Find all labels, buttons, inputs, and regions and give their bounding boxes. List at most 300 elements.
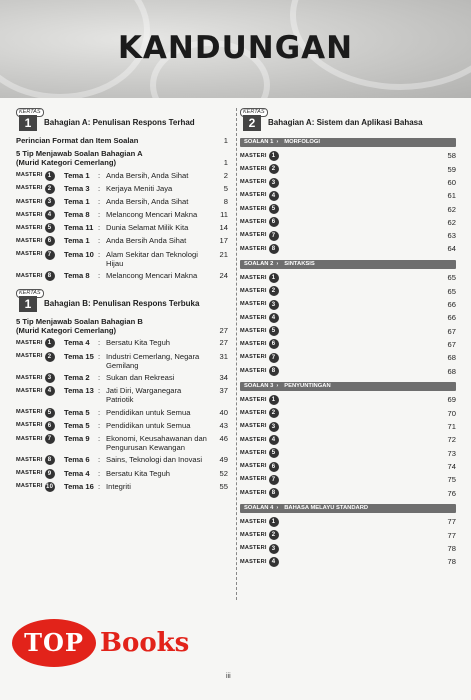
masteri-badge [240, 286, 279, 296]
tema-label: Tema 8 [64, 271, 90, 281]
toc-entry[interactable] [240, 462, 456, 472]
toc-entry[interactable] [16, 250, 228, 268]
entry-title: Sains, Teknologi dan Inovasi [106, 455, 203, 465]
toc-entry[interactable] [16, 408, 228, 418]
separator: : [98, 236, 101, 246]
masteri-label: MASTERI [240, 165, 267, 172]
tip-line1: 5 Tip Menjawab Soalan Bahagian B [16, 317, 143, 327]
masteri-badge [240, 191, 279, 201]
masteri-badge [16, 373, 64, 383]
soalan-header [240, 138, 456, 147]
soalan-sections [240, 138, 456, 567]
toc-entry[interactable] [16, 184, 228, 194]
toc-entry[interactable] [16, 373, 228, 383]
masteri-number: 8 [269, 488, 279, 498]
masteri-badge [16, 236, 64, 246]
separator: : [98, 386, 101, 396]
masteri-badge [240, 475, 279, 485]
masteri-label: MASTERI [240, 558, 267, 565]
masteri-number: 1 [269, 273, 279, 283]
masteri-number: 5 [45, 223, 55, 233]
masteri-label: MASTERI [240, 531, 267, 538]
entry-page: 66 [447, 300, 456, 310]
entry-title: Alam Sekitar dan Teknologi Hijau [106, 249, 198, 268]
masteri-badge [240, 448, 279, 458]
masteri-label: MASTERI [16, 409, 43, 416]
entry-page: 1 [223, 158, 228, 168]
masteri-label: MASTERI [240, 518, 267, 525]
masteri-list-a [16, 171, 228, 282]
entry-title: Pendidikan untuk Semua [106, 407, 191, 417]
entry-title: Anda Bersih, Anda Sihat [106, 170, 189, 180]
toc-entry[interactable] [240, 244, 456, 254]
tema-label: Tema 11 [64, 223, 94, 233]
entry-title: Jati Diri, Warganegara Patriotik [106, 386, 182, 405]
entry-page: 76 [447, 488, 456, 498]
masteri-badge [240, 353, 279, 363]
masteri-label: MASTERI [16, 457, 43, 464]
masteri-badge [16, 271, 64, 281]
tip-line2: (Murid Kategori Cemerlang) [16, 326, 116, 336]
arrow-icon: › [276, 139, 279, 145]
masteri-badge [240, 530, 279, 540]
separator: : [98, 434, 101, 444]
toc-entry[interactable] [16, 352, 228, 370]
toc-entry[interactable] [16, 421, 228, 431]
toc-entry[interactable] [240, 530, 456, 540]
masteri-label: MASTERI [240, 314, 267, 321]
separator: : [98, 196, 101, 206]
masteri-label: MASTERI [16, 251, 43, 258]
soalan-label: SOALAN 1 [244, 139, 274, 145]
entry-page: 78 [447, 544, 456, 554]
entry-page: 62 [447, 217, 456, 227]
masteri-number: 1 [45, 171, 55, 181]
masteri-badge [240, 395, 279, 405]
toc-entry[interactable] [16, 236, 228, 246]
entry-title: Kerjaya Meniti Jaya [106, 183, 173, 193]
masteri-number: 8 [45, 271, 55, 281]
masteri-number: 2 [45, 352, 55, 362]
toc-entry[interactable] [240, 231, 456, 241]
masteri-label: MASTERI [240, 232, 267, 239]
masteri-number: 2 [269, 530, 279, 540]
entry-page: 65 [447, 273, 456, 283]
masteri-number: 8 [269, 244, 279, 254]
separator: : [98, 338, 101, 348]
entry-page: 78 [447, 557, 456, 567]
masteri-number: 3 [269, 422, 279, 432]
kertas-label: KERTAS [240, 108, 268, 117]
section-heading: Bahagian B: Penulisan Respons Terbuka [44, 299, 200, 309]
toc-entry[interactable] [240, 422, 456, 432]
masteri-badge [240, 204, 279, 214]
entry-page: 31 [219, 351, 228, 361]
toc-entry[interactable] [240, 273, 456, 283]
masteri-number: 1 [269, 517, 279, 527]
masteri-badge [240, 366, 279, 376]
masteri-label: MASTERI [16, 224, 43, 231]
kertas-2-bahagian-a [240, 108, 456, 132]
tema-label: Tema 9 [64, 434, 90, 444]
entry-page: 46 [219, 434, 228, 444]
masteri-label: MASTERI [240, 274, 267, 281]
masteri-badge [240, 326, 279, 336]
masteri-badge [240, 244, 279, 254]
masteri-badge [240, 517, 279, 527]
masteri-badge [240, 273, 279, 283]
tema-label: Tema 4 [64, 468, 90, 478]
entry-page: 8 [223, 196, 228, 206]
toc-entry[interactable] [240, 326, 456, 336]
masteri-number: 6 [45, 421, 55, 431]
toc-entry[interactable] [16, 482, 228, 492]
kertas-number: 2 [243, 115, 261, 131]
soalan-topic: SINTAKSIS [284, 261, 315, 268]
masteri-label: MASTERI [16, 483, 43, 490]
entry-page: 5 [223, 183, 228, 193]
kertas-badge [16, 289, 41, 313]
masteri-number: 7 [45, 434, 55, 444]
toc-entry[interactable] [16, 210, 228, 220]
page-title: KANDUNGAN [117, 30, 354, 66]
entry-page: 66 [447, 313, 456, 323]
masteri-label: MASTERI [16, 387, 43, 394]
entry-page: 63 [447, 231, 456, 241]
masteri-number: 1 [269, 151, 279, 161]
masteri-label: MASTERI [240, 179, 267, 186]
toc-entry[interactable] [240, 557, 456, 567]
tema-label: Tema 1 [64, 196, 90, 206]
entry-title: Bersatu Kita Teguh [106, 468, 171, 478]
masteri-badge [16, 223, 64, 233]
entry-page: 70 [447, 408, 456, 418]
toc-entry[interactable] [240, 517, 456, 527]
kertas-number: 1 [19, 296, 37, 312]
entry-page: 37 [219, 386, 228, 396]
masteri-badge [240, 557, 279, 567]
masteri-number: 4 [45, 210, 55, 220]
separator: : [98, 373, 101, 383]
masteri-label: MASTERI [240, 245, 267, 252]
toc-entry[interactable] [16, 469, 228, 479]
masteri-number: 6 [269, 462, 279, 472]
masteri-badge [240, 231, 279, 241]
toc-entry[interactable] [16, 386, 228, 404]
masteri-badge [16, 455, 64, 465]
separator: : [98, 420, 101, 430]
toc-entry[interactable] [240, 286, 456, 296]
tema-label: Tema 3 [64, 183, 90, 193]
masteri-badge [240, 462, 279, 472]
entry-page: 71 [447, 422, 456, 432]
toc-entry-tip-b[interactable] [16, 317, 228, 335]
soalan-header [240, 260, 456, 269]
entry-text: Perincian Format dan Item Soalan [16, 136, 139, 145]
entry-page: 75 [447, 475, 456, 485]
entry-page: 17 [219, 236, 228, 246]
soalan-topic: PENYUNTINGAN [284, 383, 331, 390]
toc-entry[interactable] [240, 339, 456, 349]
toc-entry[interactable] [240, 395, 456, 405]
entry-page: 34 [219, 373, 228, 383]
entry-page: 69 [447, 395, 456, 405]
entry-title: Pendidikan untuk Semua [106, 420, 191, 430]
entry-page: 68 [447, 366, 456, 376]
toc-entry[interactable] [240, 191, 456, 201]
masteri-number: 3 [269, 178, 279, 188]
masteri-label: MASTERI [240, 219, 267, 226]
tema-label: Tema 10 [64, 249, 94, 259]
tip-line1: 5 Tip Menjawab Soalan Bahagian A [16, 149, 143, 159]
toc-entry[interactable] [16, 455, 228, 465]
entry-title: Melancong Mencari Makna [106, 210, 198, 220]
masteri-badge [16, 338, 64, 348]
masteri-label: MASTERI [16, 374, 43, 381]
separator: : [98, 468, 101, 478]
entry-page: 2 [223, 170, 228, 180]
masteri-number: 4 [269, 191, 279, 201]
entry-page: 43 [219, 420, 228, 430]
masteri-label: MASTERI [16, 353, 43, 360]
masteri-number: 5 [269, 326, 279, 336]
toc-entry[interactable] [240, 217, 456, 227]
toc-entry[interactable] [240, 488, 456, 498]
entry-title: Industri Cemerlang, Negara Gemilang [106, 351, 200, 370]
kertas-1-bahagian-b [16, 289, 228, 313]
toc-entry[interactable] [16, 223, 228, 233]
masteri-number: 4 [269, 557, 279, 567]
soalan-topic: BAHASA MELAYU STANDARD [284, 505, 369, 512]
entry-page: 77 [447, 530, 456, 540]
masteri-number: 7 [269, 231, 279, 241]
masteri-badge [16, 250, 64, 260]
kertas-badge [240, 108, 265, 132]
masteri-number: 3 [269, 544, 279, 554]
entry-page: 62 [447, 204, 456, 214]
masteri-list-b [16, 338, 228, 491]
masteri-label: MASTERI [16, 272, 43, 279]
arrow-icon: › [276, 505, 279, 512]
entry-title: Bersatu Kita Teguh [106, 338, 171, 348]
masteri-number: 7 [269, 475, 279, 485]
masteri-label: MASTERI [16, 435, 43, 442]
masteri-number: 2 [269, 286, 279, 296]
masteri-number: 5 [269, 204, 279, 214]
toc-entry[interactable] [240, 366, 456, 376]
masteri-number: 1 [45, 338, 55, 348]
entry-page: 72 [447, 435, 456, 445]
masteri-number: 2 [269, 408, 279, 418]
masteri-number: 6 [269, 217, 279, 227]
toc-entry[interactable] [240, 164, 456, 174]
masteri-number: 3 [45, 197, 55, 207]
tema-label: Tema 8 [64, 210, 90, 220]
masteri-label: MASTERI [16, 340, 43, 347]
arrow-icon: › [276, 261, 279, 268]
toc-entry[interactable] [240, 408, 456, 418]
masteri-badge [240, 178, 279, 188]
masteri-number: 5 [269, 448, 279, 458]
entry-page: 21 [219, 249, 228, 259]
masteri-badge [240, 488, 279, 498]
masteri-label: MASTERI [240, 409, 267, 416]
entry-page: 1 [223, 136, 228, 145]
masteri-number: 5 [45, 408, 55, 418]
tema-label: Tema 1 [64, 236, 90, 246]
entry-title: Ekonomi, Keusahawanan dan Pengurusan Kewangan [106, 434, 207, 453]
masteri-label: MASTERI [16, 238, 43, 245]
masteri-label: MASTERI [240, 341, 267, 348]
tema-label: Tema 5 [64, 420, 90, 430]
entry-title: Dunia Selamat Milik Kita [106, 223, 189, 233]
masteri-label: MASTERI [240, 476, 267, 483]
soalan-header [240, 504, 456, 513]
separator: : [98, 271, 101, 281]
masteri-badge [240, 300, 279, 310]
masteri-label: MASTERI [240, 463, 267, 470]
entry-page: 27 [219, 326, 228, 336]
masteri-label: MASTERI [16, 185, 43, 192]
masteri-label: MASTERI [240, 354, 267, 361]
entry-title: Sukan dan Rekreasi [106, 373, 175, 383]
toc-entry[interactable] [16, 197, 228, 207]
masteri-label: MASTERI [240, 423, 267, 430]
masteri-badge [16, 197, 64, 207]
masteri-number: 8 [269, 366, 279, 376]
separator: : [98, 170, 101, 180]
masteri-number: 4 [269, 313, 279, 323]
masteri-badge [16, 469, 64, 479]
masteri-label: MASTERI [240, 192, 267, 199]
toc-entry[interactable] [16, 338, 228, 348]
logo-top: TOP [12, 619, 96, 667]
right-column [240, 108, 456, 570]
topbooks-logo [12, 619, 189, 667]
masteri-badge [240, 408, 279, 418]
masteri-badge [16, 171, 64, 181]
entry-page: 40 [219, 407, 228, 417]
toc-entry[interactable] [240, 353, 456, 363]
toc-entry[interactable] [240, 151, 456, 161]
masteri-label: MASTERI [240, 449, 267, 456]
entry-page: 58 [447, 151, 456, 161]
kertas-1-bahagian-a [16, 108, 228, 132]
masteri-badge [240, 544, 279, 554]
separator: : [98, 407, 101, 417]
left-column [16, 108, 228, 495]
tema-label: Tema 4 [64, 338, 90, 348]
masteri-number: 2 [269, 164, 279, 174]
entry-page: 67 [447, 326, 456, 336]
masteri-number: 7 [45, 250, 55, 260]
entry-page: 52 [219, 468, 228, 478]
masteri-badge [16, 421, 64, 431]
separator: : [98, 455, 101, 465]
masteri-label: MASTERI [240, 301, 267, 308]
masteri-number: 2 [45, 184, 55, 194]
entry-page: 49 [219, 455, 228, 465]
toc-entry[interactable] [240, 544, 456, 554]
soalan-label: SOALAN 4 [244, 505, 274, 512]
entry-page: 27 [219, 338, 228, 348]
section-heading: Bahagian A: Penulisan Respons Terhad [44, 118, 195, 127]
kertas-label: KERTAS [16, 108, 44, 117]
separator: : [98, 249, 101, 259]
masteri-label: MASTERI [16, 172, 43, 179]
masteri-badge [240, 422, 279, 432]
toc-entry[interactable] [240, 313, 456, 323]
logo-books: Books [100, 628, 190, 658]
kertas-number: 1 [19, 115, 37, 131]
toc-entry[interactable] [240, 448, 456, 458]
separator: : [98, 210, 101, 220]
toc-entry[interactable] [240, 435, 456, 445]
masteri-badge [16, 408, 64, 418]
entry-page: 77 [447, 517, 456, 527]
entry-page: 11 [220, 210, 228, 220]
entry-title: Anda Bersih, Anda Sihat [106, 196, 189, 206]
entry-page: 67 [447, 339, 456, 349]
toc-entry[interactable] [240, 204, 456, 214]
masteri-badge [16, 434, 64, 444]
separator: : [98, 183, 101, 193]
masteri-label: MASTERI [240, 396, 267, 403]
entry-title: Melancong Mencari Makna [106, 271, 198, 281]
masteri-label: MASTERI [16, 422, 43, 429]
masteri-label: MASTERI [240, 327, 267, 334]
toc-entry[interactable] [240, 300, 456, 310]
masteri-number: 1 [269, 395, 279, 405]
masteri-label: MASTERI [240, 545, 267, 552]
masteri-label: MASTERI [240, 367, 267, 374]
masteri-badge [240, 151, 279, 161]
masteri-badge [240, 313, 279, 323]
toc-entry[interactable] [240, 178, 456, 188]
masteri-number: 8 [45, 455, 55, 465]
masteri-label: MASTERI [16, 470, 43, 477]
arrow-icon: › [276, 383, 279, 390]
column-divider [236, 108, 237, 600]
entry-page: 61 [447, 191, 456, 201]
masteri-number: 7 [269, 353, 279, 363]
soalan-header [240, 382, 456, 391]
toc-entry[interactable] [16, 271, 228, 281]
toc-entry[interactable] [16, 434, 228, 452]
entry-page: 14 [219, 223, 228, 233]
toc-entry[interactable] [240, 475, 456, 485]
entry-page: 24 [219, 271, 228, 281]
kertas-badge [16, 108, 41, 132]
masteri-badge [16, 352, 64, 362]
masteri-label: MASTERI [240, 287, 267, 294]
entry-page: 74 [447, 461, 456, 471]
tema-label: Tema 16 [64, 481, 94, 491]
entry-page: 55 [219, 481, 228, 491]
entry-title: Anda Bersih Anda Sihat [106, 236, 187, 246]
tema-label: Tema 5 [64, 407, 90, 417]
toc-entry[interactable] [16, 171, 228, 181]
toc-entry-tip-a[interactable] [16, 149, 228, 167]
masteri-badge [16, 210, 64, 220]
masteri-number: 10 [46, 483, 54, 490]
masteri-label: MASTERI [240, 436, 267, 443]
masteri-badge [16, 184, 64, 194]
masteri-number: 9 [45, 469, 55, 479]
tema-label: Tema 2 [64, 373, 90, 383]
separator: : [98, 223, 101, 233]
toc-entry-perincian[interactable] [16, 136, 228, 145]
